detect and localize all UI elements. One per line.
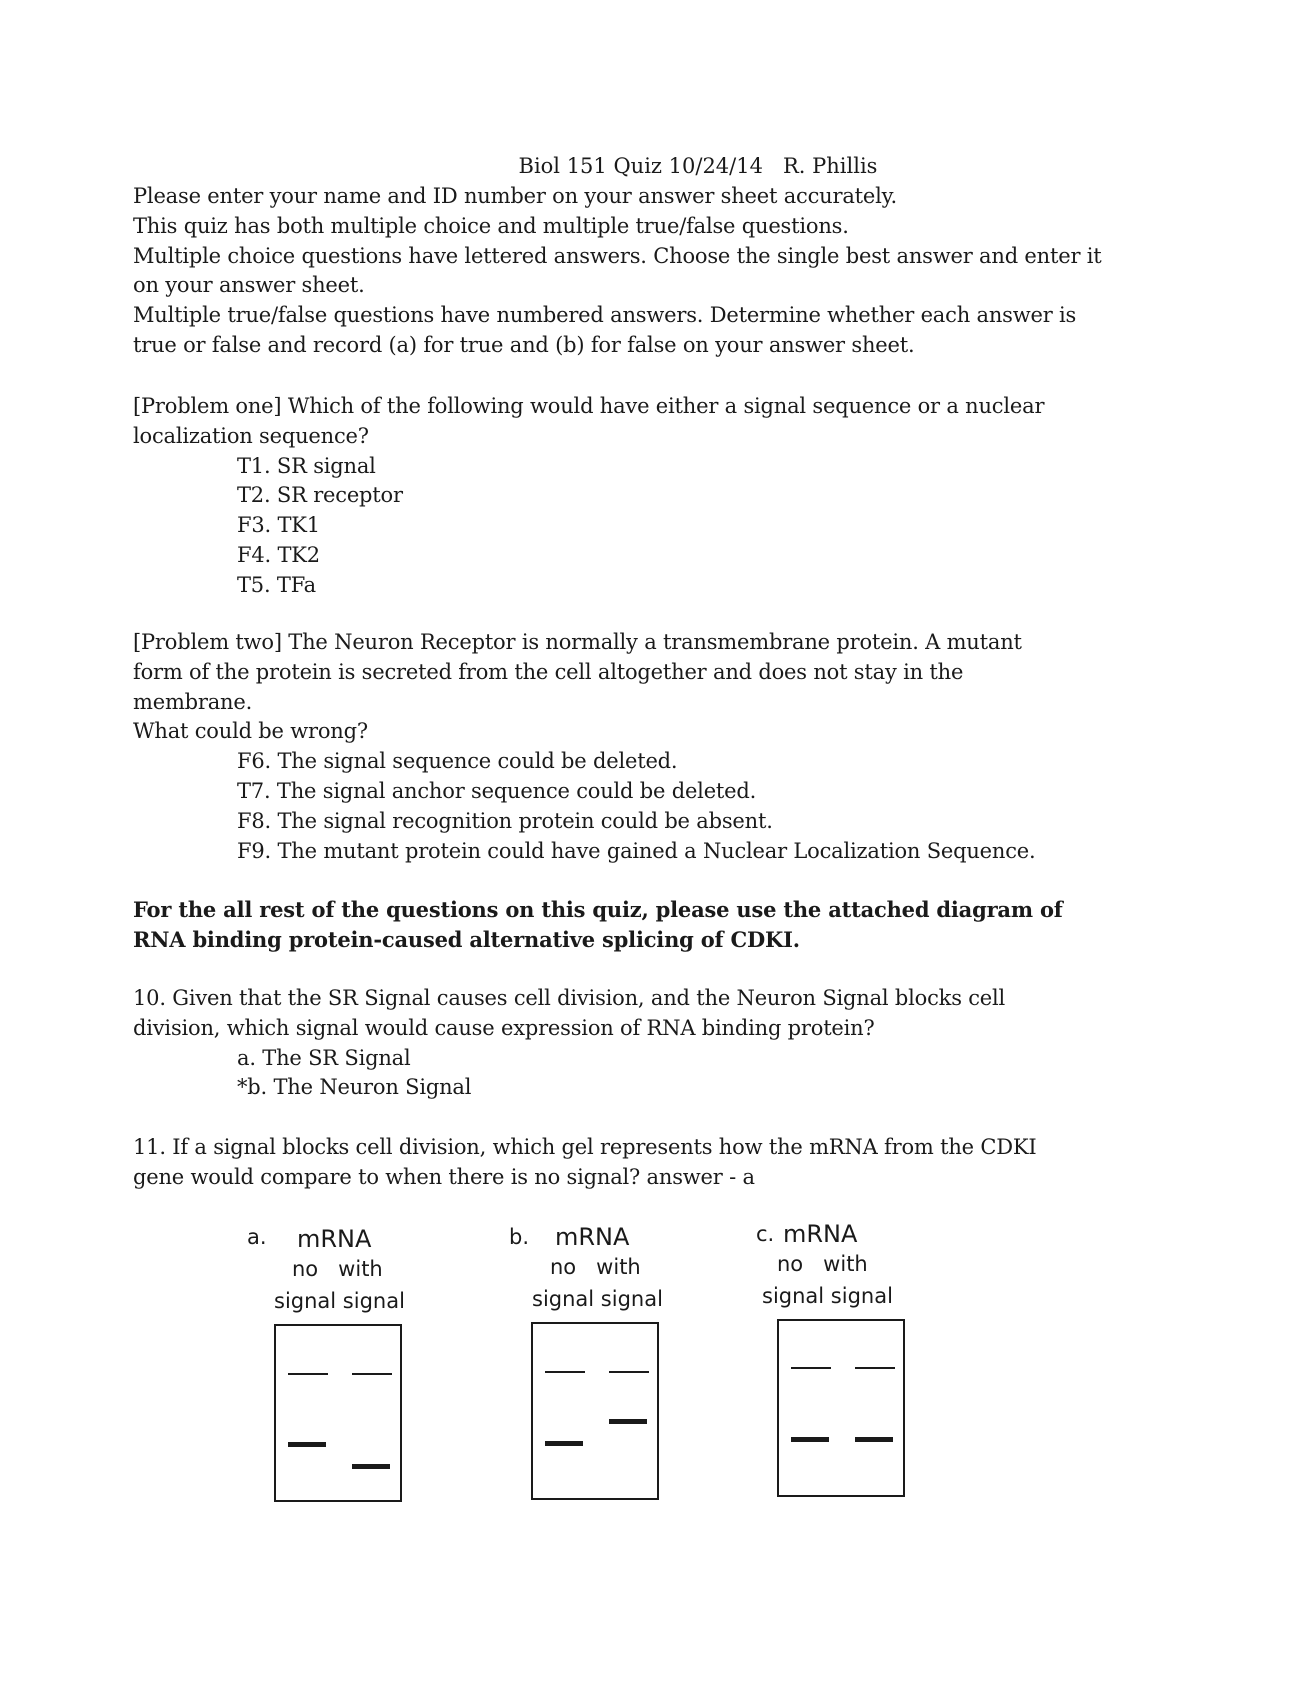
gel-row-labels: signal signal bbox=[532, 1287, 663, 1311]
instructions bbox=[133, 182, 1143, 361]
gel-title: mRNA bbox=[783, 1220, 858, 1248]
gel-row-labels: signal signal bbox=[762, 1284, 893, 1308]
gel-band bbox=[352, 1464, 390, 1469]
gel-band bbox=[791, 1367, 831, 1369]
instruction-line: This quiz has both multiple choice and multiple true/false questions. bbox=[133, 213, 849, 238]
question-11-prompt: 11. If a signal blocks cell division, which gel represents how the mRNA from the CDKI bbox=[133, 1135, 1037, 1159]
answer-item: T7. The signal anchor sequence could be deleted. bbox=[237, 778, 757, 803]
question-11-prompt: gene would compare to when there is no signal? answer - a bbox=[133, 1164, 755, 1189]
answer-item: T5. TFa bbox=[237, 572, 316, 597]
gel-letter: c. bbox=[756, 1222, 775, 1246]
diagram-notice bbox=[133, 895, 1143, 955]
notice-line: RNA binding protein-caused alternative splicing of CDKI. bbox=[133, 926, 800, 952]
gel-band bbox=[288, 1373, 328, 1375]
gel-band bbox=[609, 1371, 649, 1373]
answer-item: F6. The signal sequence could be deleted. bbox=[237, 749, 678, 774]
gel-band bbox=[855, 1367, 895, 1369]
gel-diagram-a bbox=[245, 1225, 425, 1505]
gel-row-labels: signal signal bbox=[274, 1289, 405, 1313]
gel-diagram-b bbox=[503, 1225, 683, 1505]
instruction-line: Multiple true/false questions have numbered answers. Determine whether each answer is bbox=[133, 303, 1077, 328]
question-10-prompt: 10. Given that the SR Signal causes cell division, and the Neuron Signal blocks cell bbox=[133, 986, 1006, 1010]
problem-two bbox=[133, 628, 1143, 866]
answer-item: F4. TK2 bbox=[237, 542, 320, 567]
problem-two-prompt: What could be wrong? bbox=[133, 719, 368, 744]
question-10 bbox=[133, 984, 1143, 1103]
instruction-line: on your answer sheet. bbox=[133, 273, 365, 298]
gel-column-labels: no with bbox=[550, 1255, 641, 1279]
answer-option: a. The SR Signal bbox=[237, 1045, 411, 1070]
problem-one-prompt: [Problem one] Which of the following would have either a signal sequence or a nuclear bbox=[133, 394, 1045, 418]
gel-box bbox=[777, 1319, 905, 1497]
gel-band bbox=[609, 1419, 647, 1424]
problem-one bbox=[133, 392, 1143, 601]
gel-diagram-c bbox=[752, 1222, 932, 1502]
gel-band bbox=[352, 1373, 392, 1375]
gel-letter: a. bbox=[247, 1225, 267, 1249]
gel-box bbox=[274, 1324, 402, 1502]
answer-item: F3. TK1 bbox=[237, 513, 320, 538]
answer-item: F8. The signal recognition protein could be absent. bbox=[237, 808, 773, 833]
gel-column-labels: no with bbox=[777, 1252, 868, 1276]
gel-band bbox=[545, 1371, 585, 1373]
answer-item: T1. SR signal bbox=[237, 453, 376, 478]
notice-line: For the all rest of the questions on this quiz, please use the attached diagram of bbox=[133, 897, 1063, 922]
problem-one-prompt: localization sequence? bbox=[133, 423, 369, 448]
gel-band bbox=[288, 1442, 326, 1447]
question-10-prompt: division, which signal would cause expression of RNA binding protein? bbox=[133, 1015, 875, 1040]
instruction-line: Multiple choice questions have lettered answers. Choose the single best answer and enter it bbox=[133, 243, 1102, 268]
problem-two-prompt: [Problem two] The Neuron Receptor is normally a transmembrane protein. A mutant bbox=[133, 630, 1022, 654]
gel-title: mRNA bbox=[297, 1225, 372, 1253]
instruction-line: Please enter your name and ID number on your answer sheet accurately. bbox=[133, 184, 897, 208]
page-title: Biol 151 Quiz 10/24/14 R. Phillis bbox=[518, 154, 878, 178]
instruction-line: true or false and record (a) for true and (b) for false on your answer sheet. bbox=[133, 332, 915, 357]
problem-two-prompt: form of the protein is secreted from the cell altogether and does not stay in the bbox=[133, 659, 964, 684]
gel-band bbox=[545, 1441, 583, 1446]
gel-box bbox=[531, 1322, 659, 1500]
gel-band bbox=[855, 1437, 893, 1442]
gel-band bbox=[791, 1437, 829, 1442]
answer-option: *b. The Neuron Signal bbox=[237, 1075, 472, 1100]
gel-title: mRNA bbox=[555, 1223, 630, 1251]
gel-column-labels: no with bbox=[292, 1257, 383, 1281]
question-11 bbox=[133, 1133, 1143, 1193]
gel-letter: b. bbox=[509, 1225, 530, 1249]
problem-two-prompt: membrane. bbox=[133, 689, 253, 714]
answer-item: T2. SR receptor bbox=[237, 483, 403, 508]
answer-item: F9. The mutant protein could have gained a Nuclear Localization Sequence. bbox=[237, 838, 1036, 863]
